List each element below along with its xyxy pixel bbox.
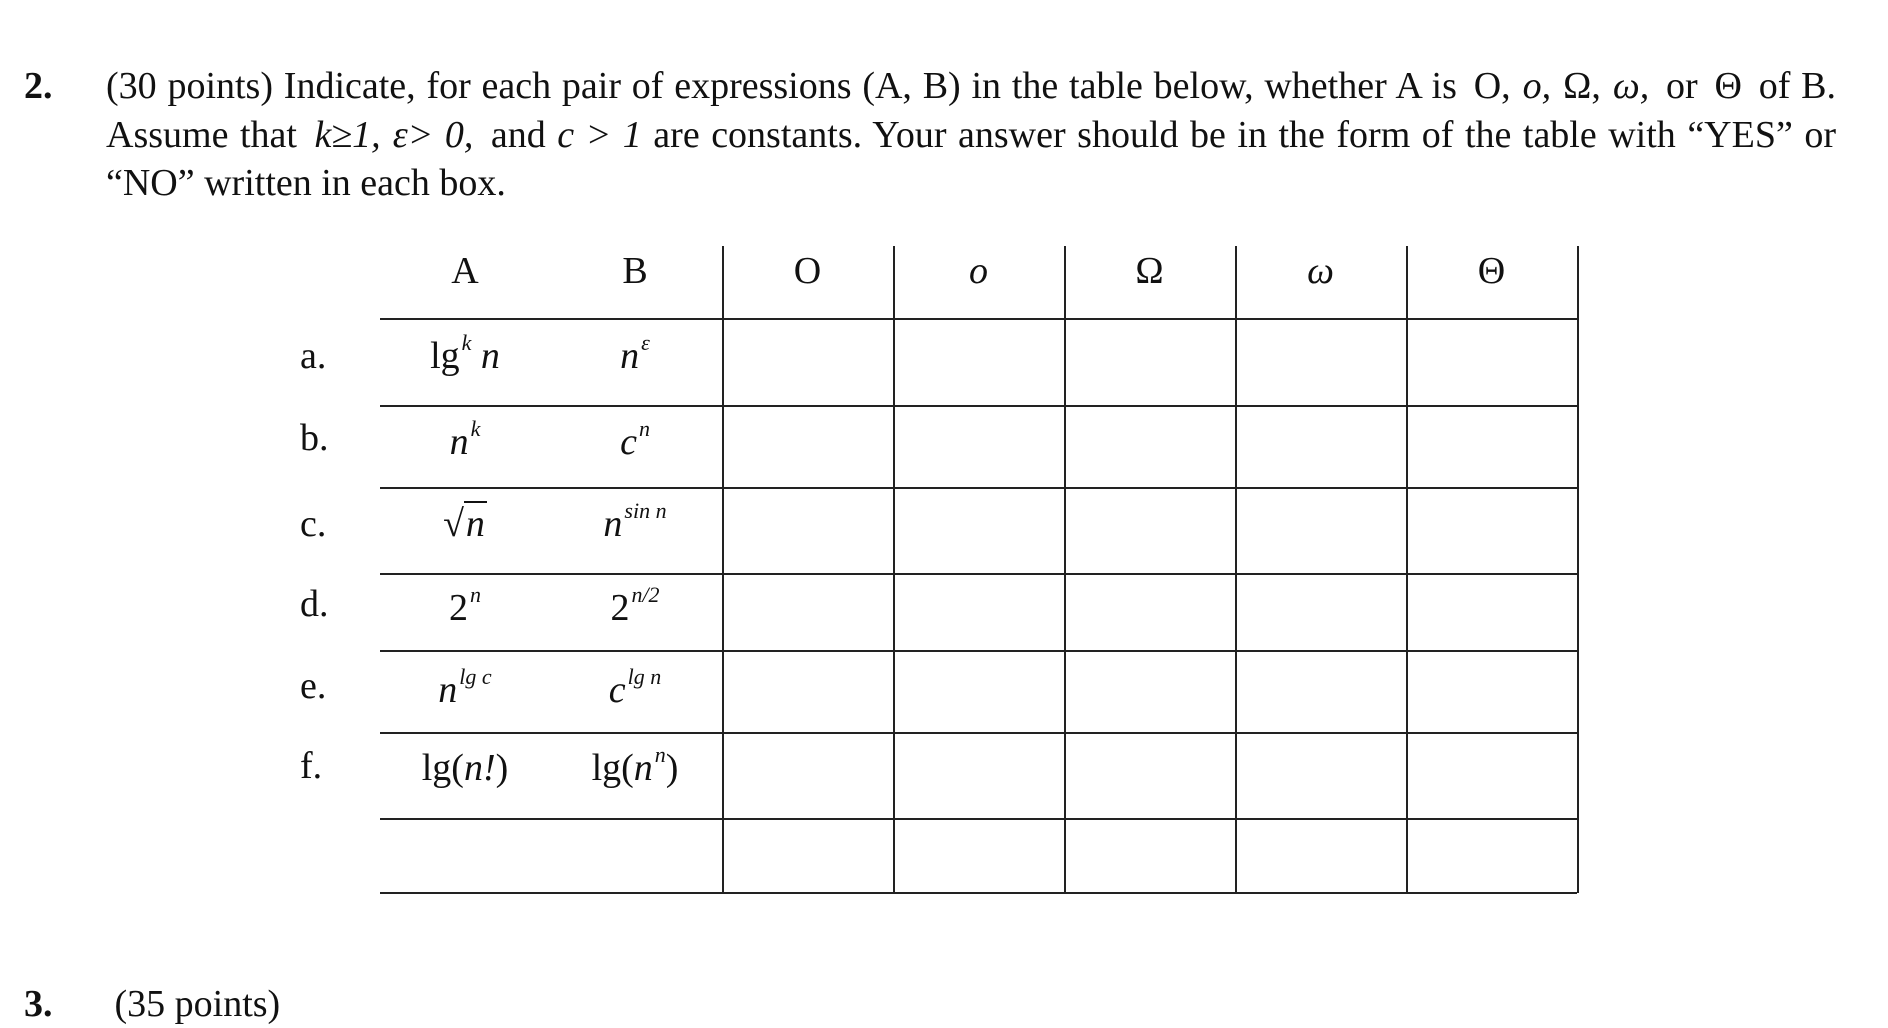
header-big-o: O	[793, 250, 822, 292]
row-f-expression-a: lg(n!)	[421, 747, 509, 789]
question-text	[106, 62, 1836, 208]
row-label-b: b.	[300, 417, 329, 459]
question-text-part3: of B. Assume that	[106, 65, 1837, 156]
row-d-expression-b: $2^{n/2}$	[610, 582, 660, 629]
table-rule	[380, 405, 1577, 407]
table-rule	[380, 650, 1577, 652]
row-label-e: e.	[300, 665, 327, 707]
condition-k: k≥1,	[314, 113, 381, 156]
row-label-c: c.	[300, 503, 327, 545]
answer-cell[interactable]	[1066, 320, 1235, 405]
question-text-and: and	[479, 113, 558, 156]
answer-cell[interactable]	[1237, 320, 1406, 405]
question-text-part2: or	[1655, 65, 1709, 107]
row-d-expression-a: 2$^n$	[449, 582, 481, 629]
row-e-expression-b: $c^{lg n}$	[608, 664, 662, 711]
row-b-expression-b: $c^n$	[620, 416, 650, 463]
table-rule	[380, 892, 1577, 894]
square-root: √n	[443, 503, 485, 545]
row-a-expression-a: $\lg^k n$	[430, 330, 500, 377]
question-points: (30 points)	[106, 65, 273, 107]
symbol-little-o: o,	[1522, 65, 1552, 107]
answer-cell[interactable]	[1408, 320, 1577, 405]
condition-epsilon: ε> 0,	[392, 113, 474, 156]
table-rule	[380, 732, 1577, 734]
symbol-theta: Θ	[1714, 65, 1742, 107]
row-e-expression-a: $n^{lg c}$	[438, 664, 492, 711]
header-big-omega: Ω	[1135, 250, 1164, 292]
question-text-part4: are constants. Your answer should be in the form of the table with “YES” or “NO” written in each box.	[106, 113, 1837, 204]
header-little-o: o	[969, 250, 988, 292]
question-text-part1: Indicate, for each pair of expressions (A, B) in the table below, whether A is	[273, 65, 1468, 107]
row-c-expression-b: $n^{sin n}$	[603, 498, 667, 545]
table-rule	[380, 487, 1577, 489]
condition-c: c > 1	[557, 113, 642, 156]
table-rule	[380, 573, 1577, 575]
header-a: A	[451, 250, 479, 292]
row-label-a: a.	[300, 335, 327, 377]
symbol-big-o: O,	[1473, 65, 1511, 107]
next-question	[24, 980, 280, 1028]
row-a-expression-b: $n^\varepsilon$	[620, 330, 650, 377]
row-c-expression-a	[395, 500, 535, 548]
header-little-omega: ω	[1307, 250, 1334, 292]
next-question-number: 3.	[24, 983, 53, 1025]
question-number: 2.	[24, 65, 53, 107]
row-f-expression-b: $\lg(n^n)$	[591, 742, 679, 789]
row-b-expression-a: $n^k$	[449, 416, 481, 463]
table-rule	[380, 818, 1577, 820]
answer-cell[interactable]	[724, 320, 893, 405]
header-b: B	[622, 250, 648, 292]
row-label-f: f.	[300, 745, 323, 787]
header-theta: Θ	[1477, 250, 1506, 292]
table-column-rule	[1577, 246, 1579, 893]
row-label-d: d.	[300, 583, 329, 625]
symbol-big-omega: Ω,	[1563, 65, 1601, 107]
answer-cell[interactable]	[895, 320, 1064, 405]
symbol-little-omega: ω,	[1612, 65, 1650, 107]
next-question-text: (35 points)	[114, 983, 281, 1025]
